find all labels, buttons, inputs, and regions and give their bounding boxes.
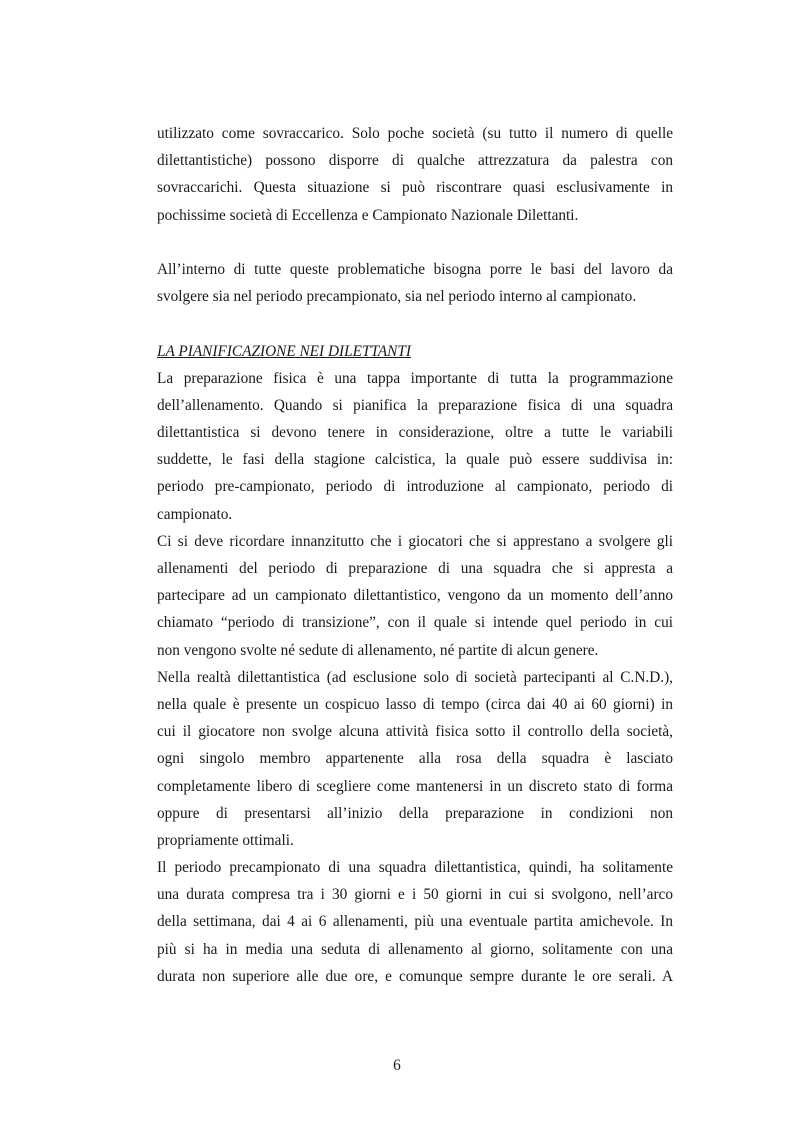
text-line: allenamenti del periodo di preparazione di una squadra che si appresta a [157,560,673,577]
text-line: dell’allenamento. Quando si pianifica la preparazione fisica di una squadra [157,396,673,414]
text-line: La preparazione fisica è una tappa importante di tutta la programmazione [157,369,673,387]
text-line: ogni singolo membro appartenente alla rosa della squadra è lasciato [157,750,673,768]
text-line: cui il giocatore non svolge alcuna attività fisica sotto il controllo della società, [157,723,673,741]
text-line: svolgere sia nel periodo precampionato, sia nel periodo interno al campionato. [157,288,637,306]
text-line: una durata compresa tra i 30 giorni e i 50 giorni in cui si svolgono, nell’arco [157,886,673,904]
text-line: chiamato “periodo di transizione”, con il quale si intende quel periodo in cui [157,614,673,632]
paragraph [157,365,673,528]
text-line: pochissime società di Eccellenza e Campionato Nazionale Dilettanti. [157,206,579,224]
text-line: sovraccarichi. Questa situazione si può riscontrare quasi esclusivamente in [157,179,673,197]
text-line: propriamente ottimali. [157,831,294,849]
text-line: oppure di presentarsi all’inizio della preparazione in condizioni non [157,804,673,822]
text-line: più si ha in media una seduta di allenamento al giorno, solitamente con una [157,940,673,958]
text-line: nella quale è presente un cospicuo lasso di tempo (circa dai 40 ai 60 giorni) in [157,695,673,713]
paragraph [157,854,673,990]
page-body [157,120,673,990]
text-line: partecipare ad un campionato dilettantistico, vengono da un momento dell’anno [157,587,673,605]
text-line: Ci si deve ricordare innanzitutto che i giocatori che si apprestano a svolgere gli [157,532,673,550]
text-line: campionato. [157,505,233,523]
text-line: durata non superiore alle due ore, e comunque sempre durante le ore serali. A [157,967,673,985]
text-line: All’interno di tutte queste problematiche bisogna porre le basi del lavoro da [157,260,673,278]
paragraph-spacer [157,229,673,256]
paragraph [157,120,673,229]
page-number: 6 [393,1057,401,1074]
text-line: Nella realtà dilettantistica (ad esclusione solo di società partecipanti al C.N.D.), [157,668,673,686]
text-line: dilettantistiche) possono disporre di qualche attrezzatura da palestra con [157,152,673,170]
text-line: completamente libero di scegliere come mantenersi in un discreto stato di forma [157,777,673,795]
text-line: Il periodo precampionato di una squadra dilettantistica, quindi, ha solitamente [157,859,673,877]
paragraph [157,528,673,664]
text-line: utilizzato come sovraccarico. Solo poche società (su tutto il numero di quelle [157,125,673,142]
text-line: non vengono svolte né sedute di allenamento, né partite di alcun genere. [157,641,599,659]
paragraph [157,256,673,310]
text-line: dilettantistica si devono tenere in considerazione, oltre a tutte le variabili [157,424,673,442]
paragraph [157,664,673,854]
text-line: suddette, le fasi della stagione calcistica, la quale può essere suddivisa in: [157,451,673,469]
section-heading: LA PIANIFICAZIONE NEI DILETTANTI [157,342,411,360]
text-line: periodo pre-campionato, periodo di introduzione al campionato, periodo di [157,478,673,496]
text-line: della settimana, dai 4 ai 6 allenamenti, più una eventuale partita amichevole. In [157,913,673,931]
paragraph-spacer [157,310,673,337]
